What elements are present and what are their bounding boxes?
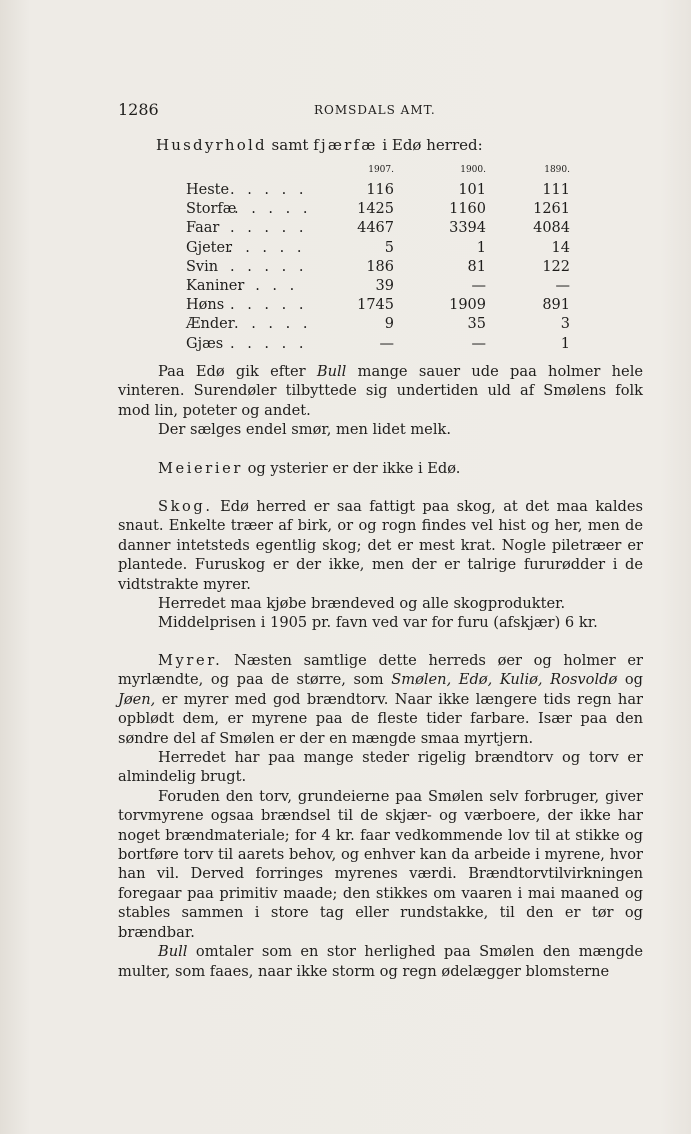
table-year-header xyxy=(186,165,586,179)
row-label: Kaniner xyxy=(186,277,245,294)
cell-v1900: 3394 xyxy=(449,220,486,237)
paragraph-bogs: Myrer. Næsten samtlige dette herreds øer og holmer er myrlændte, og paa de større, som Smølen, Edø, Kuliø, Rosvoldø og Jøen, er myrer med god brændtorv. Naar ikke længere tids regn har opblødt dem, er myrene paa de fleste tider farbare. Især paa den søndre del af Smølen er der en mængde smaa myrtjern. xyxy=(118,652,643,747)
row-label: Storfæ xyxy=(186,201,237,218)
cell-v1890: 122 xyxy=(542,258,570,275)
cell-v1890: 891 xyxy=(542,297,570,314)
paragraph-edo-sheep: Paa Edø gik efter Bull mange sauer ude paa holmer hele vinteren. Surendøler tilbyttede sig undertiden uld af Smølens folk mod lin, poteter og andet. xyxy=(118,363,643,419)
cell-v1907: 186 xyxy=(366,258,394,275)
cell-v1900: 1 xyxy=(476,239,486,256)
livestock-table xyxy=(186,182,586,355)
cell-v1890: 4084 xyxy=(533,220,570,237)
row-label: Svin xyxy=(186,258,219,275)
leader-dots: . . . . . xyxy=(230,297,308,314)
leader-dots: . . . . . xyxy=(230,182,308,198)
cell-v1900: — xyxy=(471,335,486,352)
leader-dots: . . . . . xyxy=(234,316,312,333)
cell-v1900: 1160 xyxy=(449,201,486,218)
leader-dots: . . . . . xyxy=(230,220,308,237)
table-row xyxy=(186,201,586,220)
cell-v1907: 9 xyxy=(384,316,394,333)
cell-v1900: 81 xyxy=(467,258,486,275)
cell-v1890: 1 xyxy=(560,335,570,352)
title-word-samt: samt xyxy=(266,136,314,154)
cell-v1890: — xyxy=(555,277,570,294)
row-label: Faar xyxy=(186,220,220,237)
cell-v1890: 1261 xyxy=(533,201,570,218)
row-label: Høns xyxy=(186,297,225,314)
leader-dots: . . . . . xyxy=(228,239,306,256)
table-row xyxy=(186,182,586,201)
cell-v1890: 3 xyxy=(560,316,570,333)
cell-v1907: 4467 xyxy=(357,220,394,237)
table-row xyxy=(186,336,586,355)
page-number: 1286 xyxy=(118,100,159,119)
running-head: ROMSDALS AMT. xyxy=(314,103,436,117)
paragraph-cloudberries: Bull omtaler som en stor herlighed paa Smølen den mængde multer, som faaes, naar ikke storm og regn ødelægger blomsterne xyxy=(118,943,643,980)
table-row xyxy=(186,297,586,316)
body-text-bogs xyxy=(118,651,643,981)
cell-v1907: 5 xyxy=(384,239,394,256)
cell-v1907: — xyxy=(379,335,394,352)
title-word-husdyrhold: Husdyrhold xyxy=(156,136,267,154)
row-label: Ænder xyxy=(186,316,235,333)
paragraph-firewood: Herredet maa kjøbe brændeved og alle skogprodukter. xyxy=(158,595,566,613)
body-text-1 xyxy=(118,362,643,440)
cell-v1900: 35 xyxy=(467,316,486,333)
paragraph-price: Middelprisen i 1905 pr. favn ved var for furu (afskjær) 6 kr. xyxy=(158,614,598,632)
title-word-fjaerfae: fjærfæ xyxy=(313,136,378,154)
table-title xyxy=(156,136,483,154)
table-row xyxy=(186,278,586,297)
cell-v1890: 111 xyxy=(542,182,570,198)
leader-dots: . . . . xyxy=(238,277,299,294)
body-text-dairies xyxy=(118,459,643,478)
year-1900: 1900. xyxy=(460,165,486,175)
table-row xyxy=(186,240,586,259)
cell-v1900: 1909 xyxy=(449,297,486,314)
cell-v1907: 1425 xyxy=(357,201,394,218)
paragraph-forest: Skog. Edø herred er saa fattigt paa skog, at det maa kaldes snaut. Enkelte træer af birk, or og rogn findes vel hist og her, men de danner intetsteds egentlig skog; det er mest krat. Nogle piletræer er plantede. Furuskog er der ikke, men der er talrige fururødder i de vidtstrakte myrer. xyxy=(118,498,643,593)
row-label: Gjeter xyxy=(186,239,232,256)
body-text-forest xyxy=(118,497,643,633)
leader-dots: . . . . . xyxy=(230,258,308,275)
row-label: Gjæs xyxy=(186,335,224,352)
cell-v1900: — xyxy=(471,277,486,294)
year-1907: 1907. xyxy=(368,165,394,175)
leader-dots: . . . . . xyxy=(234,201,312,218)
page-header xyxy=(118,100,643,124)
cell-v1890: 14 xyxy=(551,239,570,256)
title-end: i Edø herred: xyxy=(377,136,483,154)
paragraph-landowners: Foruden den torv, grundeierne paa Smølen selv forbruger, giver torvmyrene ogsaa brændsel til de skjær- og værboere, der ikke har noget brændmateriale; for 4 kr. faar vedkommende lov til at stikke og bortføre torv til aarets behov, og enhver kan da arbeide i myrene, hvor han vil. Derved forringes myrenes værdi. Brændtorvtilvirkningen foregaar paa primitiv maade; den stikkes om vaaren i mai maaned og stables sammen i store tag eller rundstakke, til den er tør og brændbar. xyxy=(118,787,643,941)
cell-v1900: 101 xyxy=(458,182,486,198)
table-row xyxy=(186,259,586,278)
leader-dots: . . . . . xyxy=(230,335,308,352)
table-row xyxy=(186,316,586,335)
table-row xyxy=(186,220,586,239)
row-label: Heste xyxy=(186,182,230,198)
paragraph-peat: Herredet har paa mange steder rigelig brændtorv og torv er almindelig brugt. xyxy=(118,749,643,786)
year-1890: 1890. xyxy=(544,165,570,175)
cell-v1907: 39 xyxy=(375,277,394,294)
cell-v1907: 1745 xyxy=(357,297,394,314)
paragraph-dairies: Meierier og ysterier er der ikke i Edø. xyxy=(158,460,461,477)
paragraph-butter: Der sælges endel smør, men lidet melk. xyxy=(158,421,451,439)
cell-v1907: 116 xyxy=(366,182,394,198)
